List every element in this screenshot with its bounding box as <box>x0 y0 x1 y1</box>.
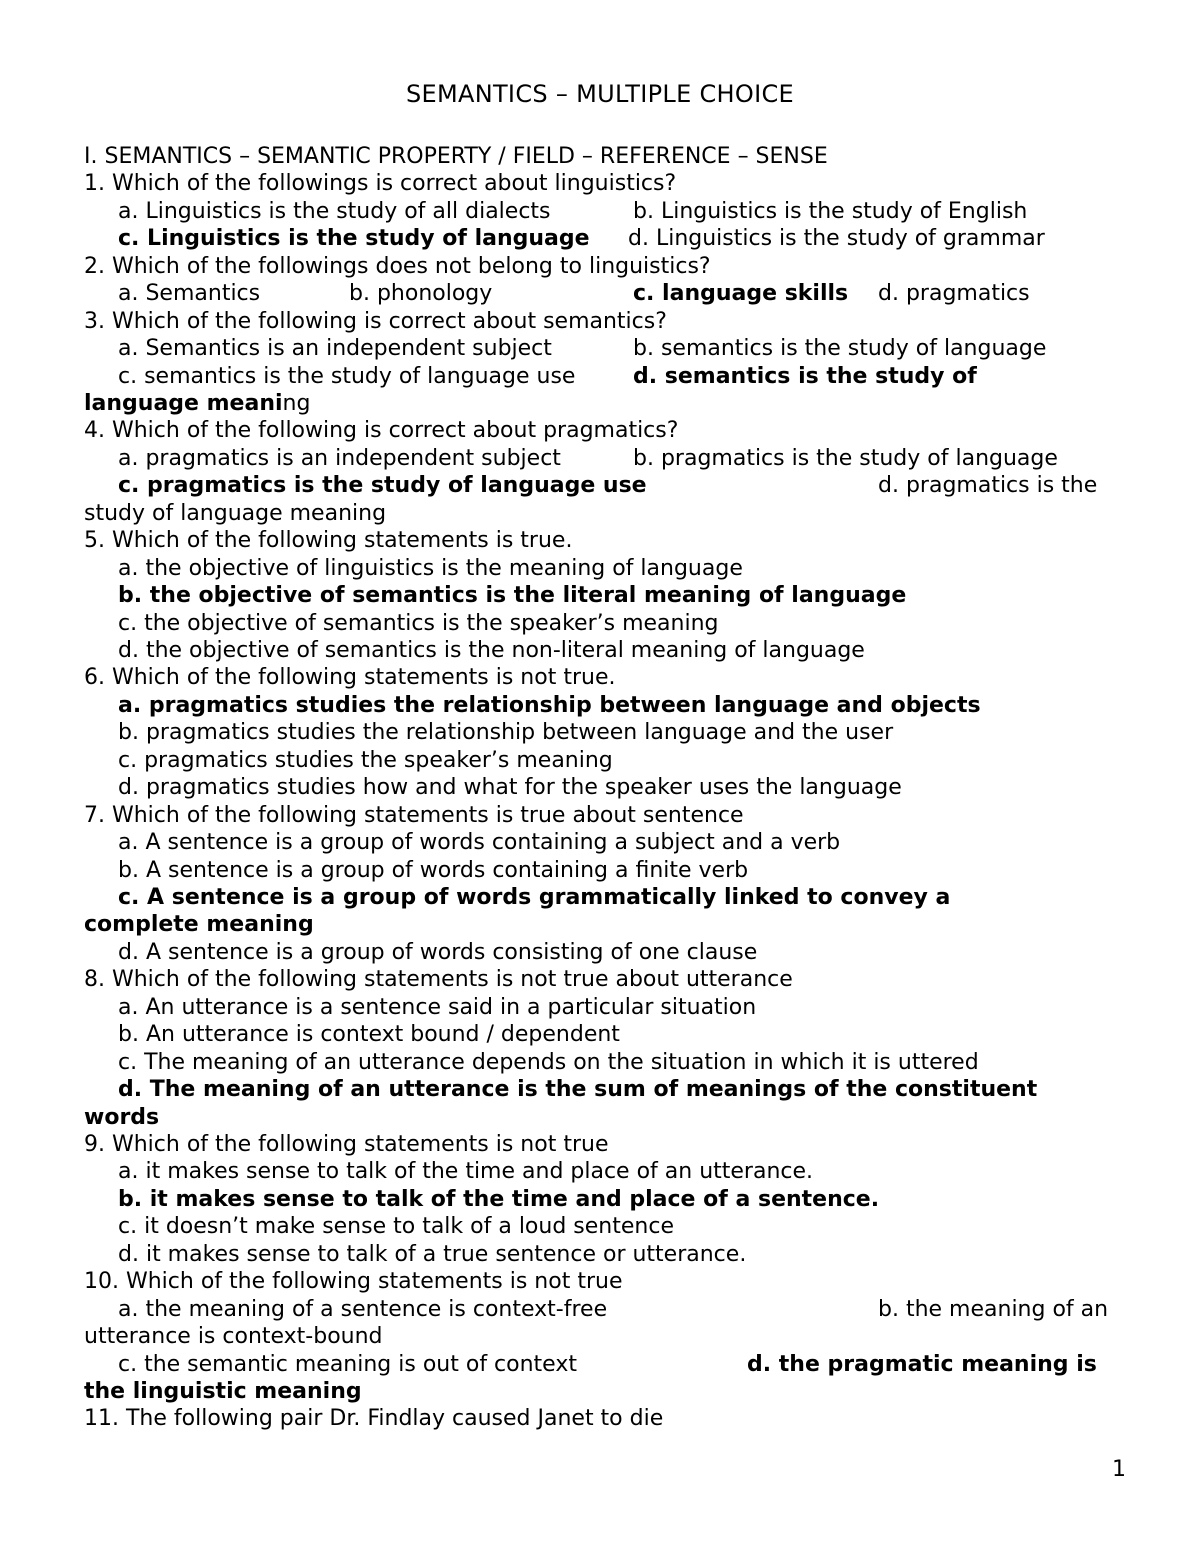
question-9-option-a: a. it makes sense to talk of the time and place of an utterance. <box>118 1159 814 1184</box>
question-8-option-c: c. The meaning of an utterance depends on the situation in which it is uttered <box>118 1050 979 1075</box>
question-3-option-d-continued <box>84 390 310 417</box>
question-10-stem: 10. Which of the following statements is not true <box>84 1269 623 1294</box>
question-10-option-c: c. the semantic meaning is out of context <box>118 1352 577 1377</box>
section-heading: I. SEMANTICS – SEMANTIC PROPERTY / FIELD – REFERENCE – SENSE <box>84 144 828 169</box>
question-1-stem: 1. Which of the followings is correct about linguistics? <box>84 171 677 196</box>
question-6-stem: 6. Which of the following statements is not true. <box>84 665 616 690</box>
question-4-option-d: d. pragmatics is the <box>878 473 1098 498</box>
question-9-option-d: d. it makes sense to talk of a true sentence or utterance. <box>118 1242 747 1267</box>
question-10-option-b-continued: utterance is context-bound <box>84 1324 383 1349</box>
question-10-option-d-continued: the linguistic meaning <box>84 1379 362 1404</box>
question-7-option-c-continued: complete meaning <box>84 912 314 937</box>
question-5-option-b-answer: b. the objective of semantics is the literal meaning of language <box>118 583 907 608</box>
question-6-option-b: b. pragmatics studies the relationship between language and the user <box>118 720 894 745</box>
question-1-option-d: d. Linguistics is the study of grammar <box>628 226 1045 251</box>
question-4-stem: 4. Which of the following is correct about pragmatics? <box>84 418 679 443</box>
question-1-option-a: a. Linguistics is the study of all dialects <box>118 199 551 224</box>
question-10-option-d-answer: d. the pragmatic meaning is <box>747 1352 1097 1377</box>
question-8-option-a: a. An utterance is a sentence said in a particular situation <box>118 995 757 1020</box>
question-6-option-a-answer: a. pragmatics studies the relationship between language and objects <box>118 693 981 718</box>
question-4-option-d-continued: study of language meaning <box>84 501 387 526</box>
question-7-option-c-answer: c. A sentence is a group of words grammatically linked to convey a <box>118 885 951 910</box>
question-3-option-c: c. semantics is the study of language use <box>118 364 576 389</box>
page-title: SEMANTICS – MULTIPLE CHOICE <box>406 80 794 108</box>
question-10-option-a: a. the meaning of a sentence is context-free <box>118 1297 608 1322</box>
question-5-option-c: c. the objective of semantics is the speaker’s meaning <box>118 611 719 636</box>
question-2-option-c-answer: c. language skills <box>633 281 849 306</box>
question-7-option-a: a. A sentence is a group of words containing a subject and a verb <box>118 830 841 855</box>
question-6-option-c: c. pragmatics studies the speaker’s meaning <box>118 748 613 773</box>
question-1-option-b: b. Linguistics is the study of English <box>633 199 1028 224</box>
question-2-stem: 2. Which of the followings does not belong to linguistics? <box>84 254 711 279</box>
question-4-option-c-answer: c. pragmatics is the study of language use <box>118 473 647 498</box>
question-3-option-d-plain-part: ng <box>282 391 311 416</box>
question-3-option-b: b. semantics is the study of language <box>633 336 1047 361</box>
question-5-option-d: d. the objective of semantics is the non-literal meaning of language <box>118 638 865 663</box>
question-3-option-a: a. Semantics is an independent subject <box>118 336 552 361</box>
question-8-option-d-continued: words <box>84 1105 160 1130</box>
question-2-option-d: d. pragmatics <box>878 281 1030 306</box>
question-8-option-b: b. An utterance is context bound / dependent <box>118 1022 620 1047</box>
question-2-option-a: a. Semantics <box>118 281 261 306</box>
question-9-stem: 9. Which of the following statements is not true <box>84 1132 609 1157</box>
question-11-stem: 11. The following pair Dr. Findlay caused Janet to die <box>84 1406 664 1431</box>
question-1-option-c-answer: c. Linguistics is the study of language <box>118 226 590 251</box>
question-5-option-a: a. the objective of linguistics is the meaning of language <box>118 556 743 581</box>
question-10-option-b: b. the meaning of an <box>878 1297 1109 1322</box>
question-3-option-d-bold-part: language meani <box>84 391 283 416</box>
question-6-option-d: d. pragmatics studies how and what for the speaker uses the language <box>118 775 902 800</box>
question-8-option-d-answer: d. The meaning of an utterance is the sum of meanings of the constituent <box>118 1077 1038 1102</box>
question-7-option-b: b. A sentence is a group of words containing a finite verb <box>118 858 749 883</box>
question-3-stem: 3. Which of the following is correct about semantics? <box>84 309 667 334</box>
question-2-option-b: b. phonology <box>349 281 493 306</box>
question-4-option-a: a. pragmatics is an independent subject <box>118 446 561 471</box>
question-8-stem: 8. Which of the following statements is not true about utterance <box>84 967 793 992</box>
question-4-option-b: b. pragmatics is the study of language <box>633 446 1058 471</box>
question-9-option-b-answer: b. it makes sense to talk of the time and place of a sentence. <box>118 1187 880 1212</box>
question-3-option-d-answer: d. semantics is the study of <box>633 364 977 389</box>
question-7-stem: 7. Which of the following statements is true about sentence <box>84 803 744 828</box>
page-number: 1 <box>1112 1457 1126 1482</box>
question-5-stem: 5. Which of the following statements is true. <box>84 528 573 553</box>
question-9-option-c: c. it doesn’t make sense to talk of a loud sentence <box>118 1214 674 1239</box>
question-7-option-d: d. A sentence is a group of words consisting of one clause <box>118 940 758 965</box>
